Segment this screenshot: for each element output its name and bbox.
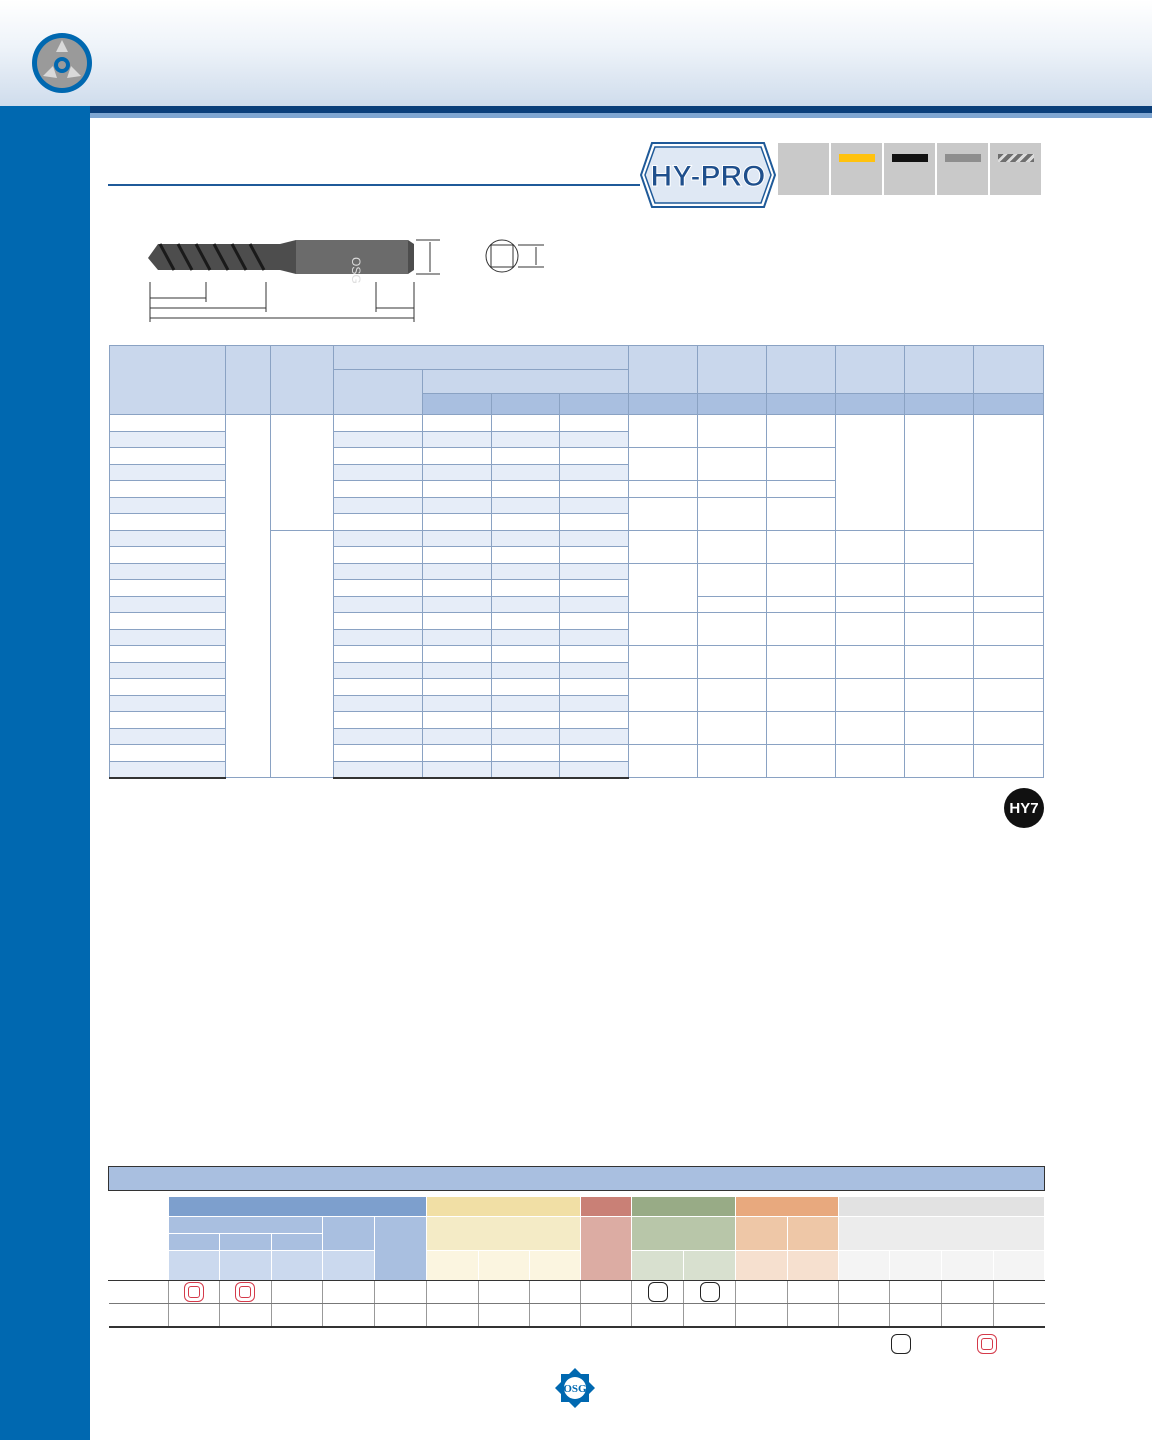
material-table — [108, 1196, 1045, 1328]
svg-text:HY-PRO: HY-PRO — [650, 160, 766, 193]
material-table-title-bar — [108, 1166, 1045, 1191]
col-header — [905, 394, 974, 415]
col-header — [836, 394, 905, 415]
osg-bottom-logo-icon — [555, 1368, 595, 1408]
col-header — [698, 346, 767, 394]
header-rule — [0, 106, 1152, 113]
col-header — [629, 346, 698, 394]
table-cell — [110, 415, 226, 432]
coating-chip-plain — [778, 143, 829, 195]
header-rule-light — [0, 113, 1152, 118]
legend-recommended-icon — [977, 1334, 997, 1354]
col-header — [974, 346, 1044, 394]
page-header — [0, 0, 1152, 118]
recommended-mark-icon — [184, 1282, 204, 1302]
suitable-mark-icon — [648, 1282, 668, 1302]
col-header — [491, 394, 560, 415]
recommended-mark-icon — [235, 1282, 255, 1302]
suitable-mark-icon — [700, 1282, 720, 1302]
coating-chip-striped — [990, 143, 1041, 195]
table-cell — [270, 415, 333, 531]
left-sidebar-band — [0, 106, 90, 1440]
tap-drawing-icon — [140, 232, 560, 328]
col-header — [110, 346, 226, 415]
coating-chip-black — [884, 143, 935, 195]
gear-logo-icon — [31, 32, 93, 94]
svg-text:OSG: OSG — [563, 1383, 587, 1395]
col-header — [560, 394, 629, 415]
coating-chip-gray — [937, 143, 988, 195]
col-header — [225, 346, 270, 415]
col-header — [629, 394, 698, 415]
svg-text:OSG: OSG — [349, 257, 363, 284]
col-header — [905, 346, 974, 394]
col-header — [270, 346, 333, 415]
section-title-rule — [108, 184, 640, 186]
coating-chip-yellow — [831, 143, 882, 195]
col-header — [767, 346, 836, 394]
col-header — [698, 394, 767, 415]
coating-chips — [778, 143, 1041, 195]
col-header — [836, 346, 905, 394]
hypro-logo-icon — [640, 142, 776, 208]
col-header-group — [422, 370, 629, 394]
col-header-group — [333, 346, 629, 370]
col-header — [333, 370, 422, 415]
col-header — [422, 394, 491, 415]
hy7-badge-icon: HY7 — [1004, 788, 1044, 828]
spec-table — [109, 345, 1044, 779]
col-header — [767, 394, 836, 415]
table-cell — [225, 415, 270, 778]
legend-suitable-icon — [891, 1334, 911, 1354]
col-header — [974, 394, 1044, 415]
